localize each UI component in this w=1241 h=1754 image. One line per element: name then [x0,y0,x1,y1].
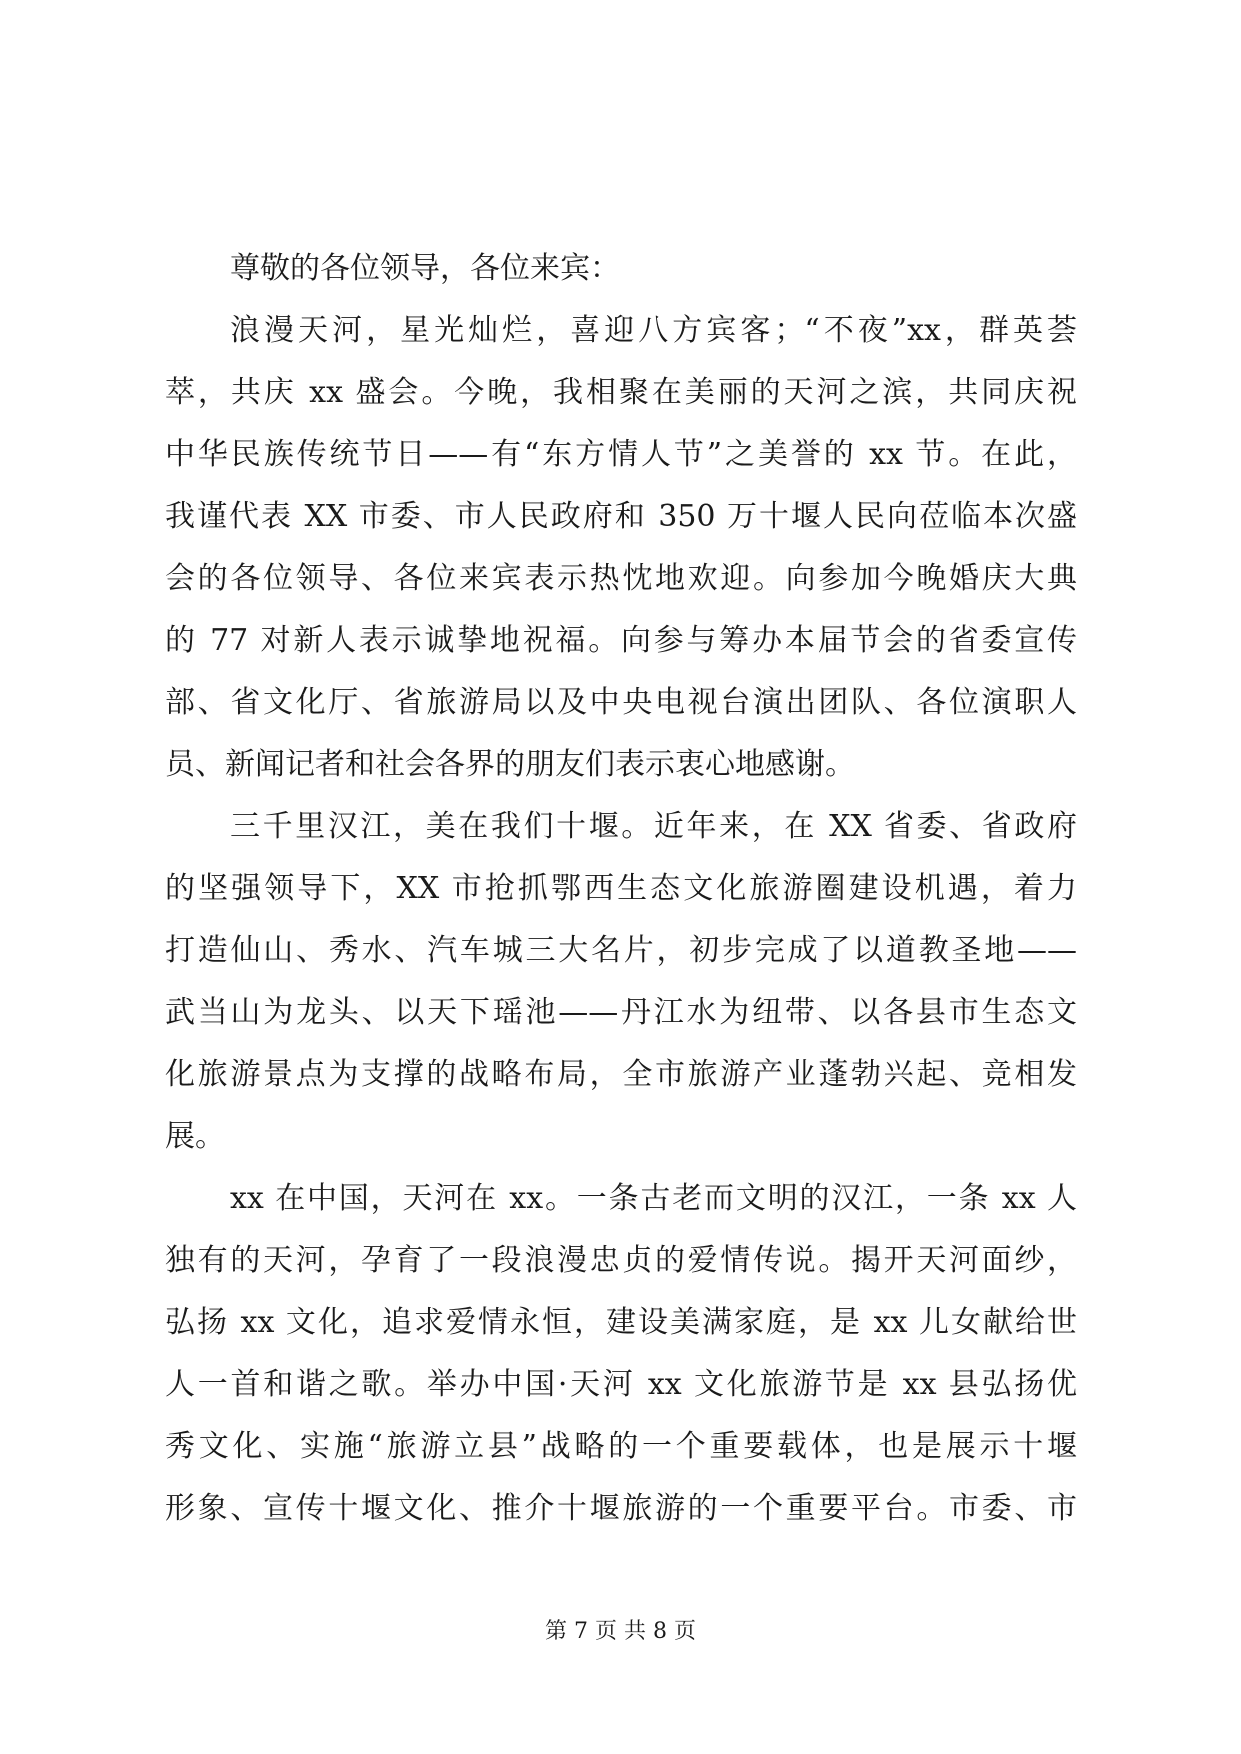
page-number-footer: 第 7 页 共 8 页 [545,1619,696,1644]
text-line: 弘扬 xx 文化，追求爱情永恒，建设美满家庭，是 xx 儿女献给世 [165,1305,1077,1340]
paragraph-3 [165,1168,1077,1540]
text-line: 部、省文化厅、省旅游局以及中央电视台演出团队、各位演职人 [165,685,1077,720]
text-line: 萃，共庆 xx 盛会。今晚，我相聚在美丽的天河之滨，共同庆祝 [165,375,1077,410]
text-line: 中华民族传统节日——有“东方情人节”之美誉的 xx 节。在此， [165,437,1077,472]
text-line: xx 在中国，天河在 xx。一条古老而文明的汉江，一条 xx 人 [230,1181,1077,1216]
text-line: 化旅游景点为支撑的战略布局，全市旅游产业蓬勃兴起、竞相发 [165,1057,1077,1092]
text-line: 的 77 对新人表示诚挚地祝福。向参与筹办本届节会的省委宣传 [165,623,1077,658]
text-line: 打造仙山、秀水、汽车城三大名片，初步完成了以道教圣地—— [165,933,1077,968]
text-line: 我谨代表 XX 市委、市人民政府和 350 万十堰人民向莅临本次盛 [165,499,1077,534]
text-line: 人一首和谐之歌。举办中国·天河 xx 文化旅游节是 xx 县弘扬优 [165,1367,1077,1402]
document-body [165,238,1077,1540]
text-line: 员、新闻记者和社会各界的朋友们表示衷心地感谢。 [165,747,855,782]
text-line: 浪漫天河，星光灿烂，喜迎八方宾客；“不夜”xx，群英荟 [230,313,1077,348]
text-line: 的坚强领导下，XX 市抢抓鄂西生态文化旅游圈建设机遇，着力 [165,871,1077,906]
paragraph-2 [165,796,1077,1168]
text-line: 三千里汉江，美在我们十堰。近年来，在 XX 省委、省政府 [230,809,1077,844]
paragraph-1 [165,300,1077,796]
text-line: 秀文化、实施“旅游立县”战略的一个重要载体，也是展示十堰 [165,1429,1077,1464]
text-line: 武当山为龙头、以天下瑶池——丹江水为纽带、以各县市生态文 [165,995,1077,1030]
salutation: 尊敬的各位领导，各位来宾： [230,251,620,286]
text-line: 展。 [165,1119,225,1154]
text-line: 独有的天河，孕育了一段浪漫忠贞的爱情传说。揭开天河面纱， [165,1243,1077,1278]
text-line: 形象、宣传十堰文化、推介十堰旅游的一个重要平台。市委、市 [165,1491,1077,1526]
text-line: 会的各位领导、各位来宾表示热忱地欢迎。向参加今晚婚庆大典 [165,561,1077,596]
